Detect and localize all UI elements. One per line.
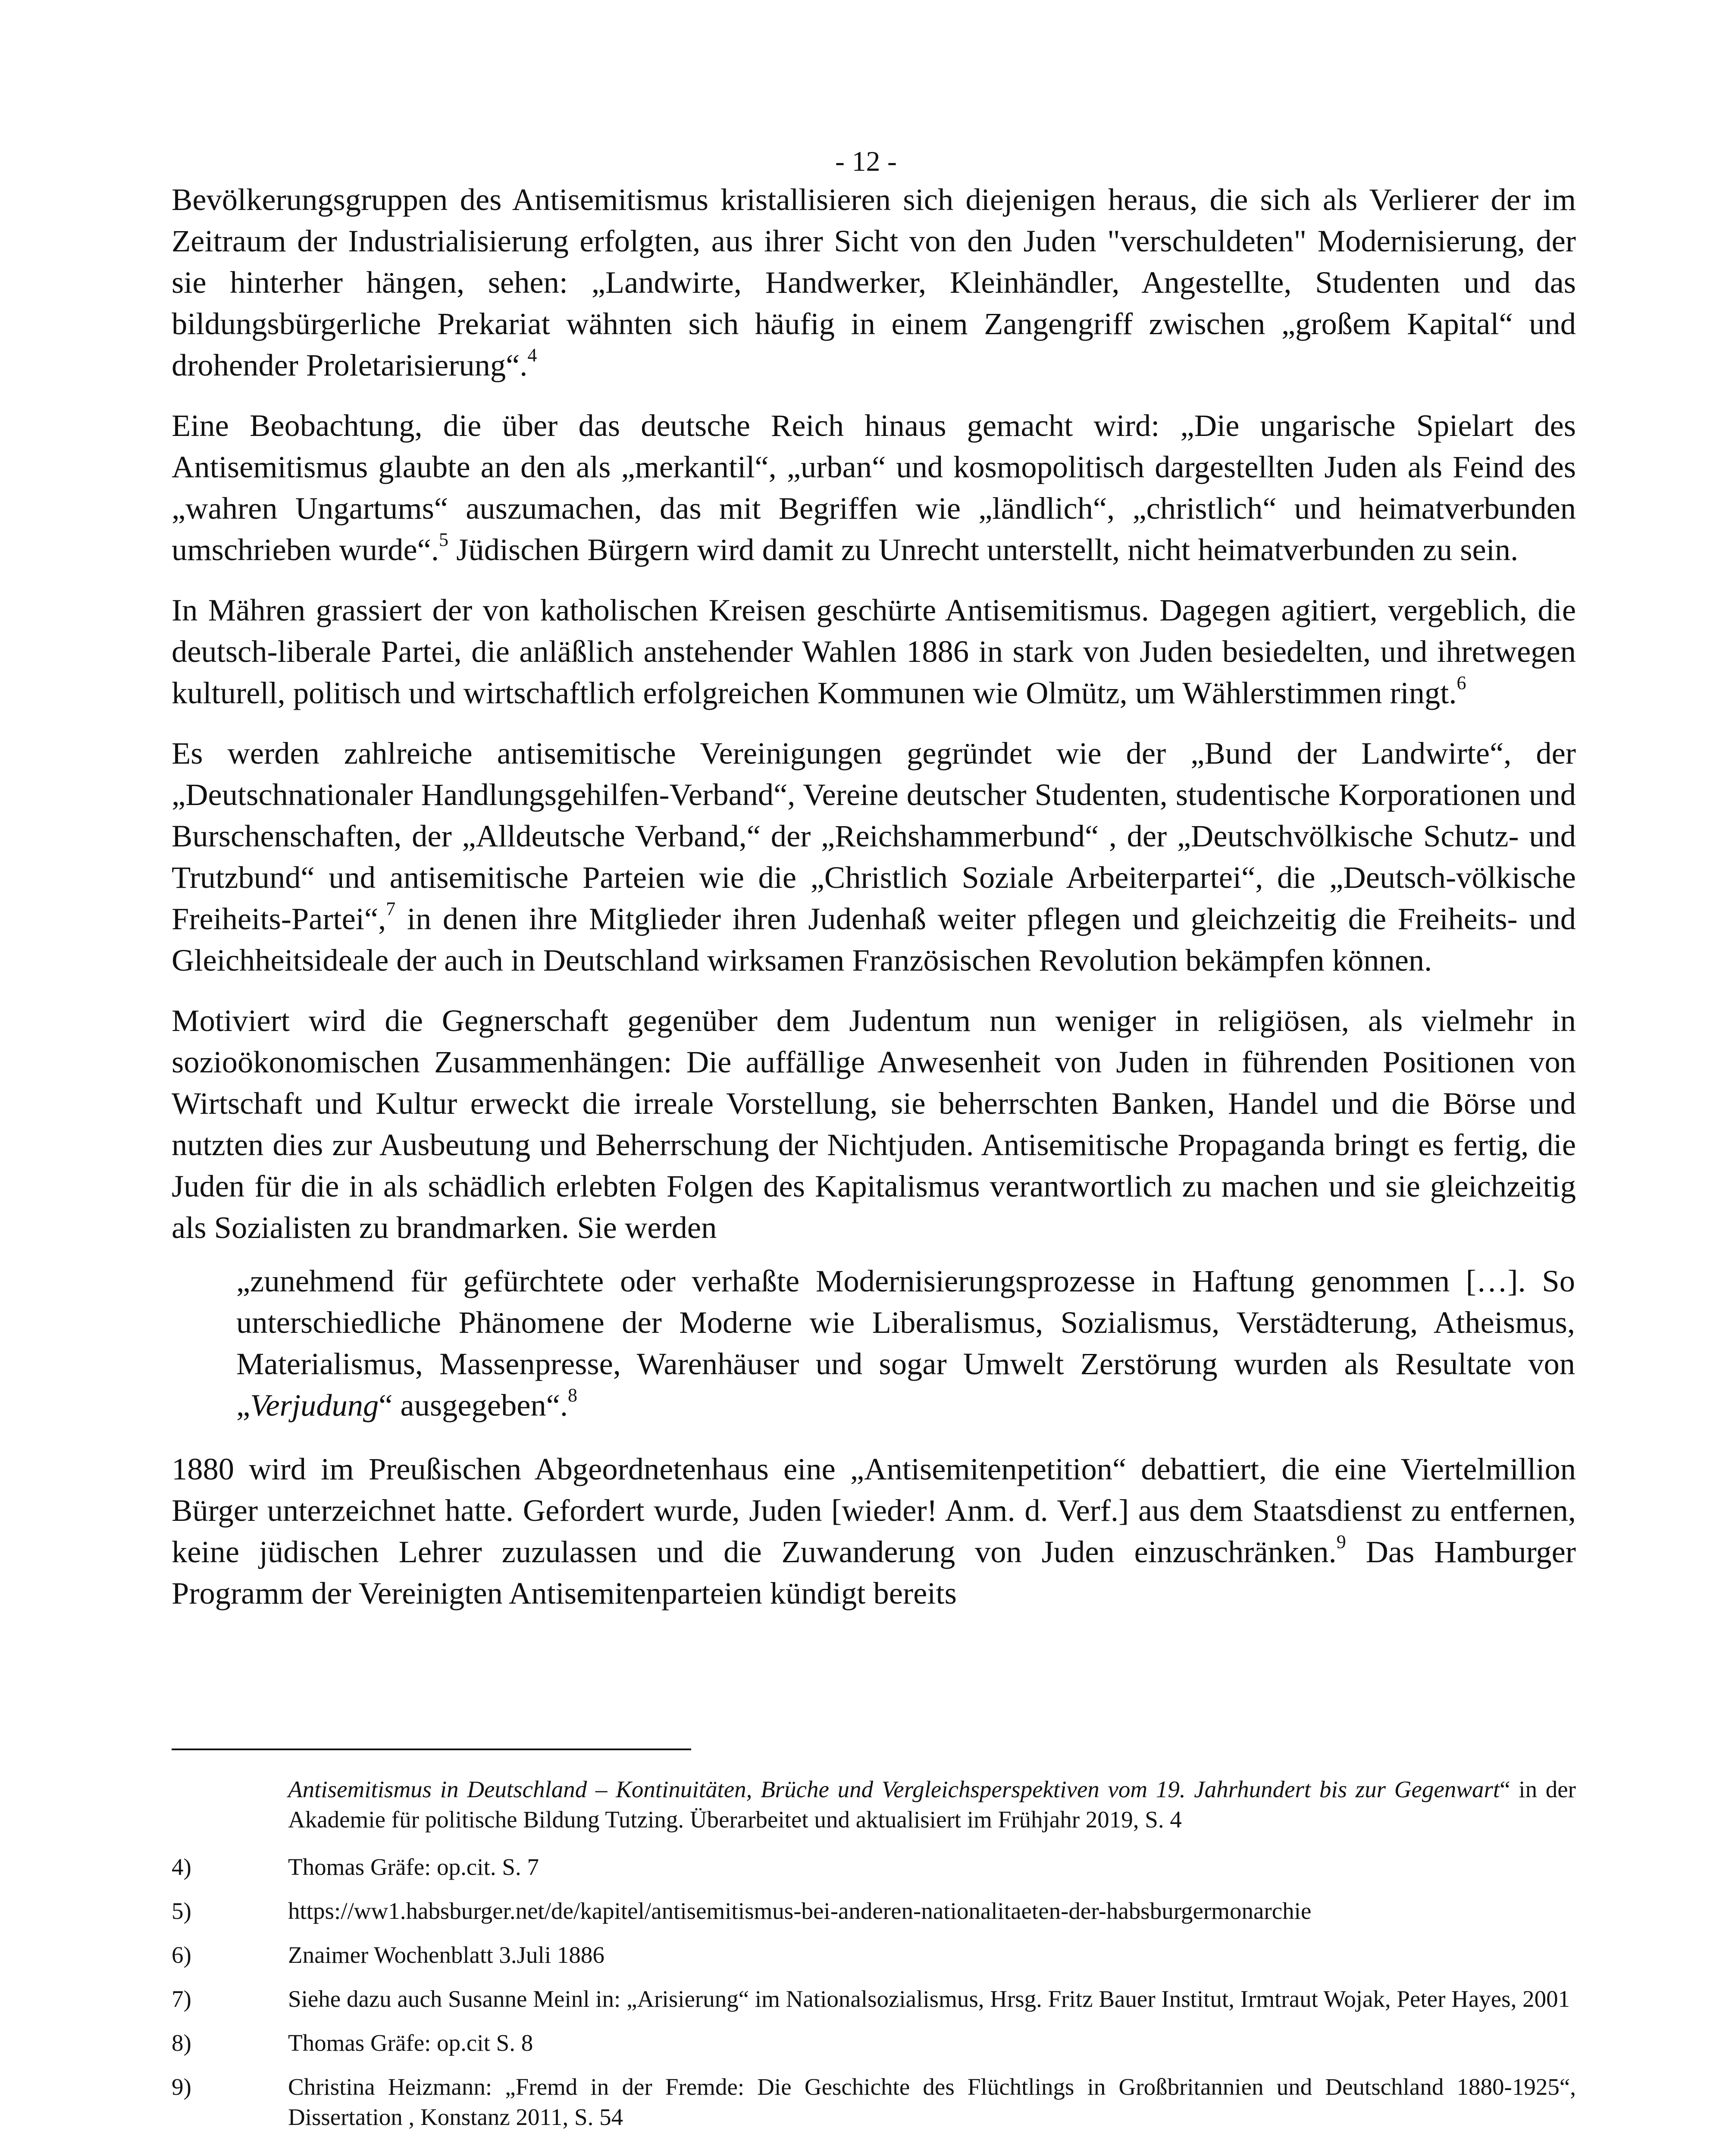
footnote-7 (172, 1984, 1576, 2014)
footnote-5 (172, 1896, 1576, 1926)
footnote-text: Thomas Gräfe: op.cit S. 8 (288, 2030, 533, 2056)
paragraph-5: Motiviert wird die Gegnerschaft gegenüber dem Judentum nun weniger in religiösen, als vielmehr in sozioökonomischen Zusammenhängen: Die auffällige Anwesenheit von Juden in führenden Positionen von Wirtschaft und Kultur erweckt die irreale Vorstellung, sie beherrschten Banken, Handel und die Börse und nutzten dies zur Ausbeutung und Beherrschung der Nichtjuden. Antisemitische Propaganda bringt es fertig, die Juden für die in als schädlich erlebten Folgen des Kapitalismus verantwortlich zu machen und sie gleichzeitig als Sozialisten zu brandmarken. Sie werden (172, 1003, 1576, 1245)
block-quote: „zunehmend für gefürchtete oder verhaßte Modernisierungsprozesse in Haftung genommen […]. So unterschiedliche Phänomene der Moderne wie Liberalismus, Sozialismus, Verstädterung, Atheismus, Materialismus, Massenpresse, Warenhäuser und sogar Umwelt Zerstörung wurden als Resultate von „Verjudung“ ausgegeben“.$^8$ (236, 1263, 1575, 1423)
paragraph-3: In Mähren grassiert der von katholischen Kreisen geschürte Antisemitismus. Dagegen agitiert, vergeblich, die deutsch-liberale Partei, die anläßlich anstehender Wahlen 1886 in stark von Juden besiedelten, und ihretwegen kulturell, politisch und wirtschaftlich erfolgreichen Kommunen wie Olmütz, um Wählerstimmen ringt.$^6$ (172, 592, 1576, 710)
footnote-number: 8) (172, 2030, 191, 2056)
paragraph-1: Bevölkerungsgruppen des Antisemitismus kristallisieren sich diejenigen heraus, die sich als Verlierer der im Zeitraum der Industrialisierung erfolgten, aus ihrer Sicht von den Juden "verschuldeten" Modernisierung, der sie hinterher hängen, sehen: „Landwirte, Handwerker, Kleinhändler, Angestellte, Studenten und das bildungsbürgerliche Prekariat wähnten sich häufig in einem Zangengriff zwischen „großem Kapital“ und drohender Proletarisierung“.$^4$ (172, 182, 1576, 382)
footnote-number: 4) (172, 1854, 191, 1880)
footnote-ref-4[interactable]: 4 (527, 344, 537, 366)
footnote-text: Siehe dazu auch Susanne Meinl in: „Arisierung“ im Nationalsozialismus, Hrsg. Fritz Bauer Institut, Irmtraut Wojak, Peter Hayes, 2001 (288, 1986, 1570, 2012)
footnote-number: 9) (172, 2074, 191, 2100)
footnote-8 (172, 2028, 1576, 2058)
footnote-ref-9[interactable]: 9 (1336, 1531, 1346, 1552)
footnote-number: 5) (172, 1898, 191, 1924)
paragraph-2: Eine Beobachtung, die über das deutsche Reich hinaus gemacht wird: „Die ungarische Spielart des Antisemitismus glaubte an den als „merkantil“, „urban“ und kosmopolitisch dargestellten Juden als Feind des „wahren Ungartums“ auszumachen, das mit Begriffen wie „ländlich“, „christlich“ und heimatverbunden umschrieben wurde“.$^5$ Jüdischen Bürgern wird damit zu Unrecht unterstellt, nicht heimatverbunden zu sein. (172, 408, 1576, 567)
footnote-ref-5[interactable]: 5 (439, 529, 449, 550)
footnote-continuation: Antisemitismus in Deutschland – Kontinuitäten, Brüche und Vergleichsperspektiven vom 19. Jahrhundert bis zur Gegenwart“ in der Akademie für politische Bildung Tutzing. Überarbeitet und aktualisiert im Frühjahr 2019, S. 4 (288, 1776, 1576, 1833)
paragraph-6: 1880 wird im Preußischen Abgeordnetenhaus eine „Antisemitenpetition“ debattiert, die eine Viertelmillion Bürger unterzeichnet hatte. Gefordert wurde, Juden [wieder! Anm. d. Verf.] aus dem Staatsdienst zu entfernen, keine jüdischen Lehrer zuzulassen und die Zuwanderung von Juden einzuschränken.$^9$ Das Hamburger Programm der Vereinigten Antisemitenparteien kündigt bereits (172, 1451, 1576, 1611)
footnote-4 (172, 1852, 1576, 1882)
body-text (172, 179, 1576, 1633)
footnote-text: Christina Heizmann: „Fremd in der Fremde: Die Geschichte des Flüchtlings in Großbritannien und Deutschland 1880-1925“, Dissertation , Konstanz 2011, S. 54 (288, 2074, 1576, 2130)
page-number: - 12 - (835, 146, 897, 177)
footnote-number: 7) (172, 1986, 191, 2012)
footnote-ref-6[interactable]: 6 (1456, 672, 1466, 693)
footnote-separator (172, 1749, 691, 1750)
quote-italic-term: Verjudung (250, 1388, 379, 1423)
footnote-ref-7[interactable]: 7 (386, 898, 396, 919)
footnote-link[interactable]: https://ww1.habsburger.net/de/kapitel/antisemitismus-bei-anderen-nationalitaeten-der-habsburgermonarchie (288, 1898, 1312, 1924)
footnote-text: Znaimer Wochenblatt 3.Juli 1886 (288, 1942, 604, 1968)
footnote-number: 6) (172, 1942, 191, 1968)
paragraph-4: Es werden zahlreiche antisemitische Vereinigungen gegründet wie der „Bund der Landwirte“, der „Deutschnationaler Handlungsgehilfen-Verband“, Vereine deutscher Studenten, studentische Korporationen und Burschenschaften, der „Alldeutsche Verband,“ der „Reichshammerbund“ , der „Deutschvölkische Schutz- und Trutzbund“ und antisemitische Parteien wie die „Christlich Soziale Arbeiterpartei“, die „Deutsch-völkische Freiheits-Partei“,$^7$ in denen ihre Mitglieder ihren Judenhaß weiter pflegen und gleichzeitig die Freiheits- und Gleichheitsideale der auch in Deutschland wirksamen Französischen Revolution bekämpfen können. (172, 736, 1576, 978)
footnote-ref-8[interactable]: 8 (568, 1384, 578, 1406)
footnote-text: Thomas Gräfe: op.cit. S. 7 (288, 1854, 539, 1880)
footnote-9 (172, 2072, 1576, 2132)
footnote-6 (172, 1940, 1576, 1970)
footnotes (172, 1774, 1576, 2146)
